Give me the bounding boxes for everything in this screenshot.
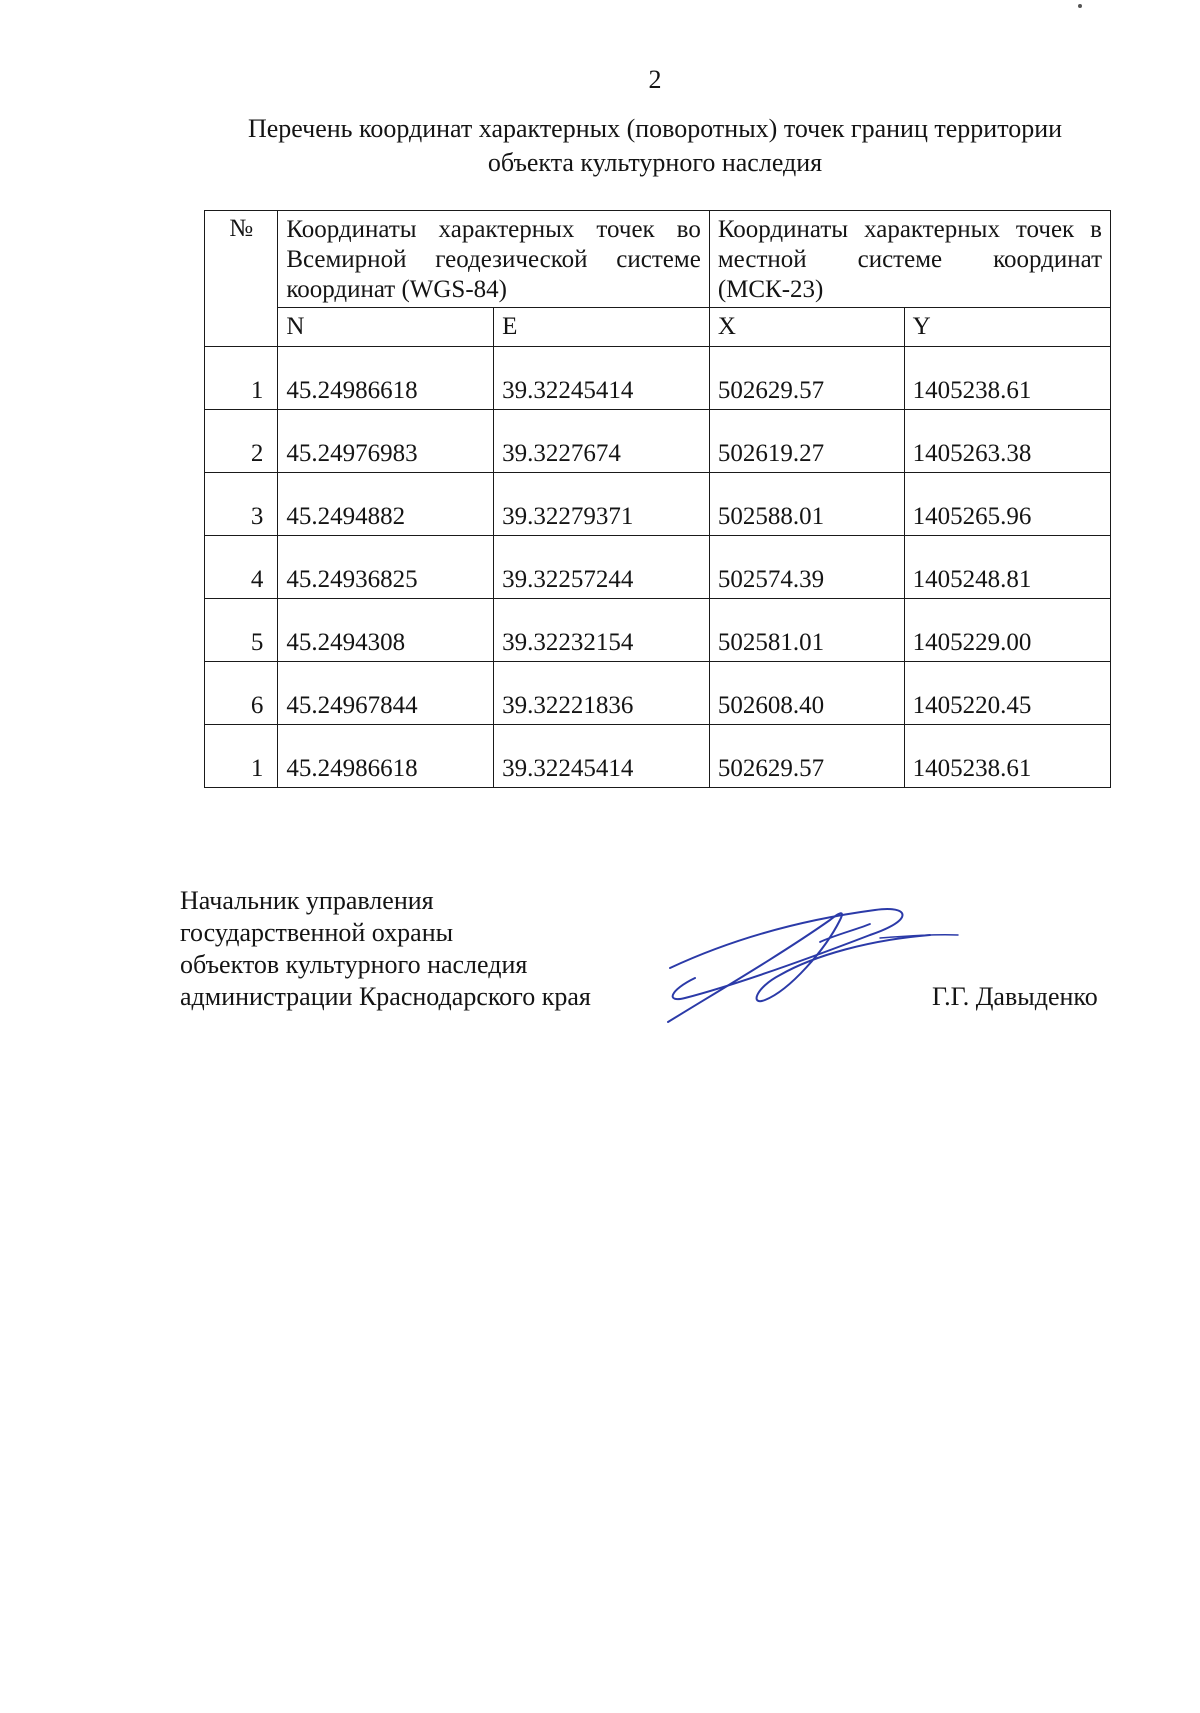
cell-e: 39.3227674 [494,410,710,473]
signer-position-line-3: объектов культурного наследия [180,950,528,979]
scan-speck [1078,4,1082,8]
cell-y: 1405238.61 [904,347,1110,410]
cell-n: 45.24986618 [278,725,494,788]
table-row [205,725,1111,788]
title-line-1: Перечень координат характерных (поворотных) точек границ территории [247,114,1063,143]
signer-position-line-4: администрации Краснодарского края [180,982,591,1011]
header-msk23: Координаты характерных точек в местной системе координат (МСК-23) [709,211,1110,308]
table-row [205,473,1111,536]
cell-x: 502629.57 [709,347,904,410]
point-number: 3 [205,473,278,536]
point-number: 1 [205,725,278,788]
cell-n: 45.2494308 [278,599,494,662]
point-number: 6 [205,662,278,725]
signature-strokes [668,909,958,1022]
signer-position [180,885,591,1013]
cell-y: 1405248.81 [904,536,1110,599]
header-n: N [278,308,494,347]
cell-n: 45.24986618 [278,347,494,410]
point-number: 1 [205,347,278,410]
table-row [205,347,1111,410]
header-number: № [205,211,278,347]
cell-y: 1405220.45 [904,662,1110,725]
header-wgs84: Координаты характерных точек во Всемирной геодезической системе координат (WGS-84) [278,211,710,308]
cell-e: 39.32232154 [494,599,710,662]
cell-e: 39.32221836 [494,662,710,725]
cell-x: 502574.39 [709,536,904,599]
point-number: 4 [205,536,278,599]
document-title [150,112,1160,180]
header-e: E [494,308,710,347]
table-row [205,662,1111,725]
header-x: X [709,308,904,347]
cell-n: 45.2494882 [278,473,494,536]
cell-x: 502619.27 [709,410,904,473]
point-number: 5 [205,599,278,662]
signature-stroke-2 [668,913,930,1022]
coordinates-table [204,210,1111,788]
handwritten-signature [640,880,960,1030]
header-y: Y [904,308,1110,347]
cell-n: 45.24976983 [278,410,494,473]
table-row [205,410,1111,473]
title-line-2: объекта культурного наследия [487,148,823,177]
cell-x: 502581.01 [709,599,904,662]
cell-y: 1405265.96 [904,473,1110,536]
cell-n: 45.24967844 [278,662,494,725]
table-row [205,536,1111,599]
cell-y: 1405229.00 [904,599,1110,662]
signer-name: Г.Г. Давыденко [932,982,1098,1011]
cell-e: 39.32279371 [494,473,710,536]
signer-position-line-2: государственной охраны [180,918,454,947]
cell-x: 502629.57 [709,725,904,788]
page-number: 2 [648,65,662,94]
cell-n: 45.24936825 [278,536,494,599]
cell-y: 1405263.38 [904,410,1110,473]
cell-e: 39.32257244 [494,536,710,599]
table-row [205,599,1111,662]
signer-position-line-1: Начальник управления [180,886,434,915]
cell-e: 39.32245414 [494,347,710,410]
cell-e: 39.32245414 [494,725,710,788]
cell-x: 502588.01 [709,473,904,536]
cell-y: 1405238.61 [904,725,1110,788]
cell-x: 502608.40 [709,662,904,725]
signature-stroke-3 [820,924,870,942]
point-number: 2 [205,410,278,473]
